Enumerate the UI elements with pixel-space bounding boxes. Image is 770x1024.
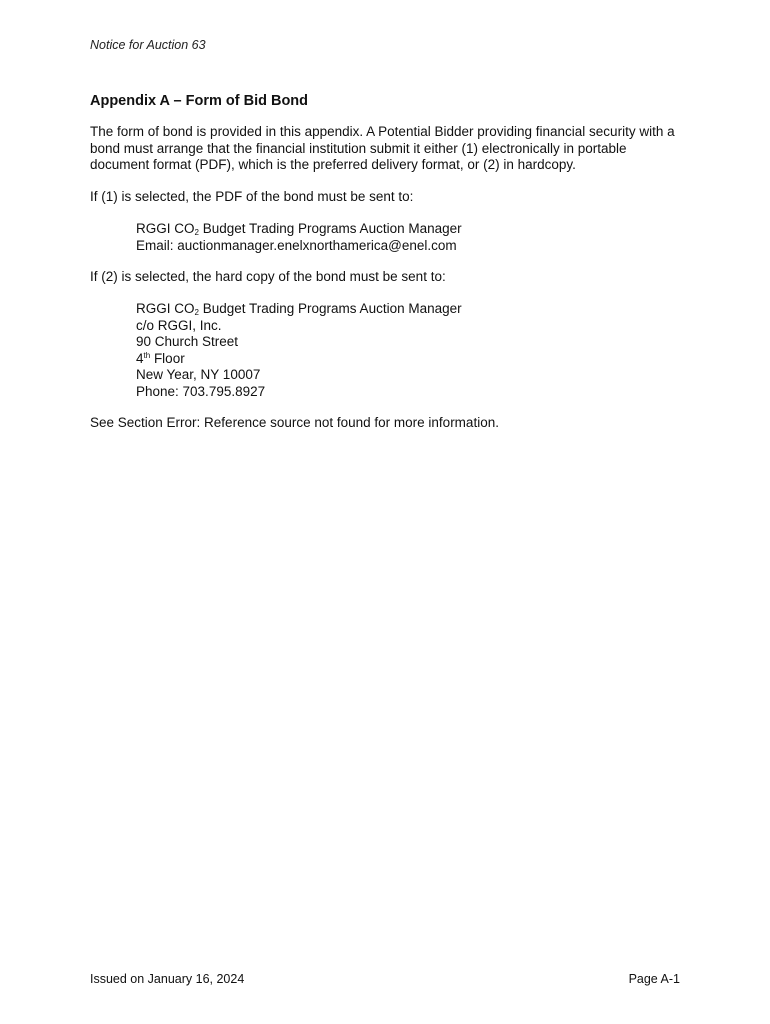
floor-line: 4th Floor [136,350,185,366]
hardcopy-delivery-address [136,301,462,400]
street-line: 90 Church Street [136,334,239,349]
recipient-line: RGGI $CO_2$ Budget Trading Programs Auction Manager [136,301,462,317]
pdf-delivery-address [136,221,462,254]
option2-paragraph: If (2) is selected, the hard copy of the bond must be sent to: [90,269,446,284]
option1-paragraph: If (1) is selected, the PDF of the bond must be sent to: [90,189,414,204]
running-header: Notice for Auction 63 [90,38,206,52]
phone-line: Phone: 703.795.8927 [136,383,266,399]
city-line: New Year, NY 10007 [136,367,261,382]
recipient-line: RGGI $CO_2$ Budget Trading Programs Auction Manager [136,221,462,237]
see-section-paragraph: See Section Error: Reference source not found for more information. [90,415,499,430]
page-number-footer: Page A-1 [628,972,680,986]
care-of-line: c/o RGGI, Inc. [136,317,222,333]
email-line: Email: auctionmanager.enelxnorthamerica@enel.com [136,237,457,253]
appendix-title: Appendix A – Form of Bid Bond [90,93,309,109]
intro-paragraph: The form of bond is provided in this appendix. A Potential Bidder providing financial security with a bond must arrange that the financial institution submit it either (1) electronically in portable document format (PDF), which is the preferred delivery format, or (2) in hardcopy. [90,124,675,172]
issued-date-footer: Issued on January 16, 2024 [90,972,245,986]
